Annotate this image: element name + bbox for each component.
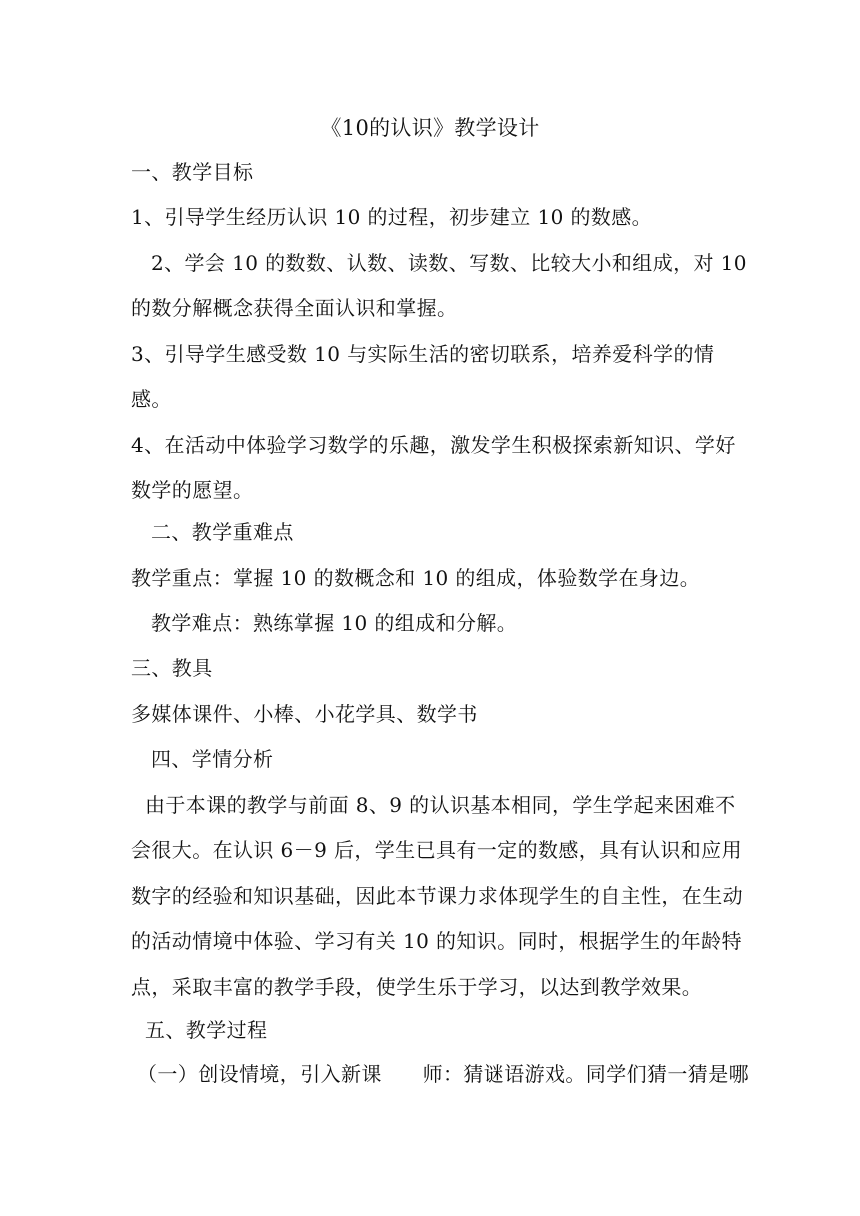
goal-2-text: 2、学会 10 的数数、认数、读数、写数、比较大小和组成，对 10	[151, 251, 747, 275]
teaching-aids-text: 多媒体课件、小棒、小花学具、数学书	[131, 702, 478, 726]
section-heading-teaching-goals: 一、教学目标	[131, 160, 254, 184]
goal-3-text-continued: 感。	[131, 387, 172, 411]
student-analysis-line-3: 数字的经验和知识基础，因此本节课力求体现学生的自主性，在生动	[131, 884, 743, 908]
student-analysis-line-4: 的活动情境中体验、学习有关 10 的知识。同时，根据学生的年龄特	[131, 929, 742, 953]
student-analysis-line-2: 会很大。在认识 6－9 后，学生已具有一定的数感，具有认识和应用	[131, 838, 742, 862]
goal-1-text: 1、引导学生经历认识 10 的过程，初步建立 10 的数感。	[131, 205, 653, 229]
student-analysis-line-5: 点，采取丰富的教学手段，使学生乐于学习，以达到教学效果。	[131, 975, 703, 999]
section-heading-teaching-aids: 三、教具	[131, 656, 213, 680]
section-heading-teaching-process: 五、教学过程	[145, 1018, 268, 1042]
goal-3-text: 3、引导学生感受数 10 与实际生活的密切联系，培养爱科学的情	[131, 342, 715, 366]
key-point-text: 教学重点：掌握 10 的数概念和 10 的组成，体验数学在身边。	[131, 566, 701, 590]
difficult-point-text: 教学难点：熟练掌握 10 的组成和分解。	[151, 611, 518, 635]
goal-2-text-continued: 的数分解概念获得全面认识和掌握。	[131, 296, 458, 320]
section-heading-key-points: 二、教学重难点	[151, 520, 294, 544]
section-heading-student-analysis: 四、学情分析	[151, 747, 274, 771]
student-analysis-line-1: 由于本课的教学与前面 8、9 的认识基本相同，学生学起来困难不	[145, 793, 736, 817]
document-title: 《10的认识》教学设计	[320, 116, 540, 140]
goal-4-text-continued: 数学的愿望。	[131, 478, 254, 502]
goal-4-text: 4、在活动中体验学习数学的乐趣，激发学生积极探索新知识、学好	[131, 433, 736, 457]
teaching-process-step-1: （一）创设情境，引入新课 师：猜谜语游戏。同学们猜一猜是哪	[137, 1062, 749, 1086]
